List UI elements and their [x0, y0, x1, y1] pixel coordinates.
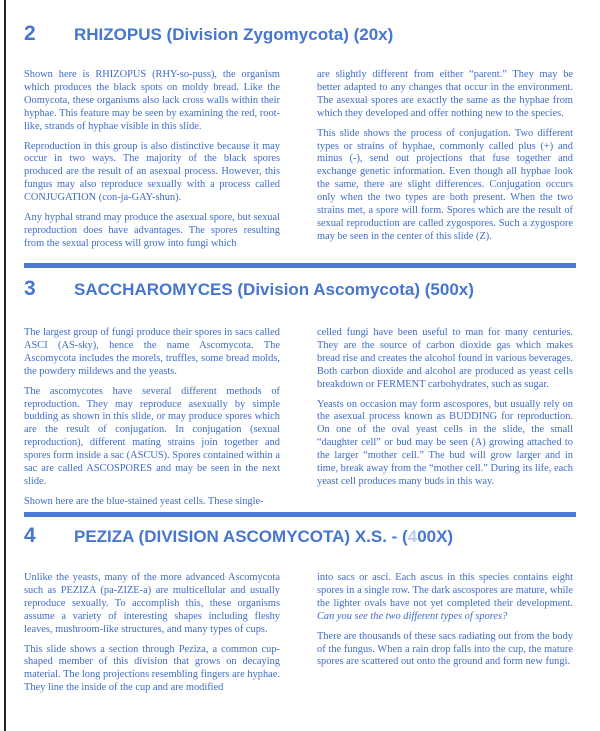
- right-column: [317, 327, 573, 496]
- left-column: [24, 69, 280, 258]
- section-title: PEZIZA (DIVISION ASCOMYCOTA) X.S. - (400X): [74, 527, 454, 546]
- paragraph: Any hyphal strand may produce the asexual spore, but sexual reproduction does have advantages. The spores resulting from the sexual process will grow into fungi which: [24, 212, 280, 249]
- paragraph: The ascomycotes have several different methods of reproduction. They may reproduce asexually by simple budding as shown in this slide, or may produce spores which are the result of conjugation. In conjugation (sexual reproduction), different mating strains join together and spores form inside a sac (ASCUS). Spores contained within a sac are called ASCOSPORES and may be seen in the next slide.: [24, 385, 280, 487]
- paragraph: This slide shows a section through Peziza, a common cup-shaped member of this division that grows on decaying material. The long projections resembling fingers are hyphae. They line the inside of the cup and are modified: [24, 643, 280, 694]
- paragraph: Reproduction in this group is also distinctive because it may occur in two ways. The majority of the black spores produced are the result of an asexual process. However, this fungus may also reproduce sexually with a process called CONJUGATION (con-ja-GAY-shun).: [24, 140, 280, 204]
- paragraph: Shown here are the blue-stained yeast cells. These single-: [24, 495, 264, 507]
- paragraph: Shown here is RHIZOPUS (RHY-so-puss), the organism which produces the black spots on moldy bread. Like the Oomycota, these organisms also lack cross walls within their hyphae. This feature may be seen by examining the red, root-like, strands of hyphae visible in this slide.: [24, 69, 280, 132]
- section-header: [24, 277, 576, 307]
- paragraph: There are thousands of these sacs radiating out from the body of the fungus. When a rain drop falls into the cup, the mature spores are scattered out onto the ground and form new fungi.: [317, 630, 573, 668]
- section-divider: [24, 263, 576, 268]
- section-rhizopus: [24, 22, 576, 52]
- page-edge-line: [4, 0, 6, 731]
- section-divider: [24, 512, 576, 517]
- paragraph: Unlike the yeasts, many of the more advanced Ascomycota such as PEZIZA (pa-ZIZE-a) are multicellular and usually reproduce sexually. To accomplish this, these organisms assume a variety of interesting shapes including fleshy leaves, mushroom-like structures, and many types of cups.: [24, 572, 280, 635]
- right-column: [317, 572, 573, 676]
- left-column: [24, 327, 280, 516]
- section-saccharomyces: [24, 277, 576, 307]
- section-peziza: [24, 524, 576, 554]
- paragraph: are slightly different from either “parent.” They may be better adapted to any changes that occur in the environment. The asexual spores are exactly the same as the hyphae from which they developed and offer nothing new to the species.: [317, 69, 573, 119]
- section-number: 2: [24, 22, 36, 45]
- section-header: [24, 524, 576, 554]
- paragraph: into sacs or asci. Each ascus in this species contains eight spores in a single row. The dark ascospores are mature, while the lighter ovals have not yet completed their development. Can you see the two different types of spores?: [317, 572, 573, 622]
- section-number: 3: [24, 277, 36, 300]
- question-text: Can you see the two different types of spores?: [317, 610, 508, 622]
- paragraph: This slide shows the process of conjugation. Two different types or strains of hyphae, commonly called plus (+) and minus (-), send out projections that fuse together and exchange genetic information. Even though all hyphae look the same, there are slight differences. Conjugation occurs only when the two types are both present. When the two strains met, a spore will form. Spores which are the result of sexual reproduction are called zygospores. Such a zygospore may be seen in the center of this slide (Z).: [317, 127, 573, 242]
- paragraph: celled fungi have been useful to man for many centuries. They are the source of carbon dioxide gas which makes bread rise and creates the alcohol found in various beverages. Both carbon dioxide and alcohol are produced as yeast cells breakdown or FERMENT carbohydrates, such as sugar.: [317, 327, 573, 390]
- section-title: SACCHAROMYCES (Division Ascomycota) (500x): [74, 280, 474, 299]
- right-column: [317, 69, 573, 251]
- section-header: [24, 22, 576, 52]
- paragraph: Yeasts on occasion may form ascospores, but usually rely on the asexual process known as BUDDING for reproduction. On one of the oval yeast cells in the slide, the small “daughter cell” or bud may be seen (A) growing attached to the larger “mother cell.” The bud will grow larger and in time, break away from the “mother cell.” During its life, each yeast cell produces many buds in this way.: [317, 398, 573, 487]
- section-number: 4: [24, 524, 36, 547]
- paragraph: The largest group of fungi produce their spores in sacs called ASCI (AS-sky), hence the name Ascomycota. The Ascomycota includes the morels, truffles, some bread molds, the powdery mildews and the yeasts.: [24, 327, 280, 377]
- left-column: [24, 572, 280, 702]
- section-title: RHIZOPUS (Division Zygomycota) (20x): [74, 25, 394, 44]
